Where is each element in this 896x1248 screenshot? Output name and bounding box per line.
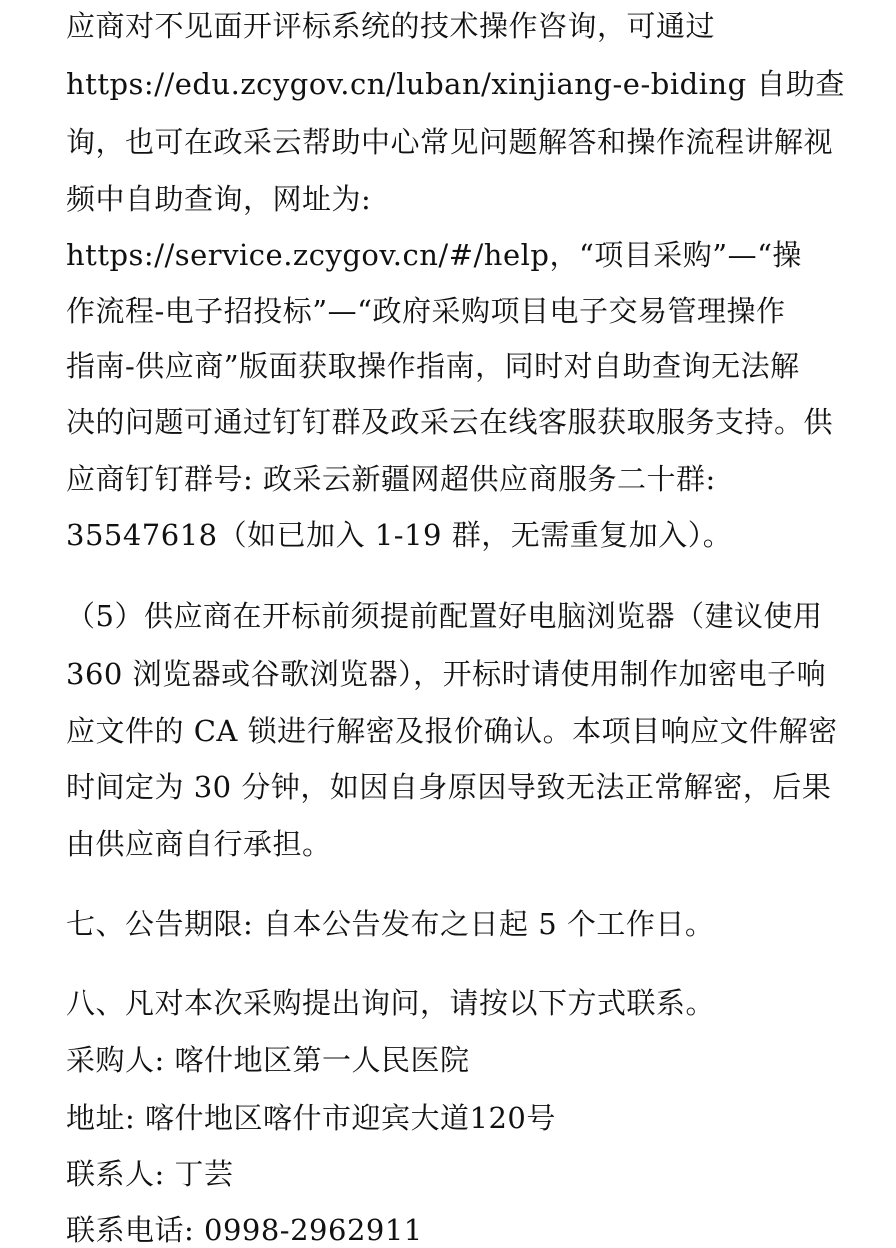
paragraph-1-line-2: https://edu.zcygov.cn/luban/xinjiang-e-biding 自助查: [66, 67, 845, 101]
paragraph-1-line-5: https://service.zcygov.cn/#/help，“项目采购”—“操: [66, 238, 802, 272]
address-line: 地址: 喀什地区喀什市迎宾大道120号: [66, 1101, 556, 1135]
purchaser-line: 采购人: 喀什地区第一人民医院: [66, 1043, 470, 1077]
contact-person-line: 联系人: 丁芸: [66, 1157, 234, 1191]
paragraph-2-line-3: 应文件的 CA 锁进行解密及报价确认。本项目响应文件解密: [66, 714, 838, 748]
paragraph-2-line-2: 360 浏览器或谷歌浏览器），开标时请使用制作加密电子响: [66, 657, 827, 691]
paragraph-1-line-6: 作流程-电子招投标”—“政府采购项目电子交易管理操作: [66, 294, 786, 328]
paragraph-1-line-3: 询，也可在政采云帮助中心常见问题解答和操作流程讲解视: [66, 125, 834, 159]
contact-phone-line: 联系电话: 0998-2962911: [66, 1213, 423, 1247]
paragraph-1-line-4: 频中自助查询，网址为:: [66, 182, 372, 216]
paragraph-1-line-8: 决的问题可通过钉钉群及政采云在线客服获取服务支持。供: [66, 405, 834, 439]
section-8-heading: 八、凡对本次采购提出询问，请按以下方式联系。: [66, 986, 716, 1020]
paragraph-2-line-4: 时间定为 30 分钟，如因自身原因导致无法正常解密，后果: [66, 770, 832, 804]
paragraph-1-line-9: 应商钉钉群号: 政采云新疆网超供应商服务二十群:: [66, 462, 716, 496]
paragraph-1-line-7: 指南-供应商”版面获取操作指南，同时对自助查询无法解: [66, 349, 800, 383]
paragraph-2-line-1: （5）供应商在开标前须提前配置好电脑浏览器（建议使用: [66, 599, 823, 633]
paragraph-2-line-5: 由供应商自行承担。: [66, 827, 332, 861]
paragraph-1-line-1: 应商对不见面开评标系统的技术操作咨询，可通过: [66, 9, 716, 43]
section-7-deadline: 七、公告期限: 自本公告发布之日起 5 个工作日。: [66, 907, 715, 941]
paragraph-1-line-10: 35547618（如已加入 1-19 群，无需重复加入）。: [66, 518, 733, 552]
